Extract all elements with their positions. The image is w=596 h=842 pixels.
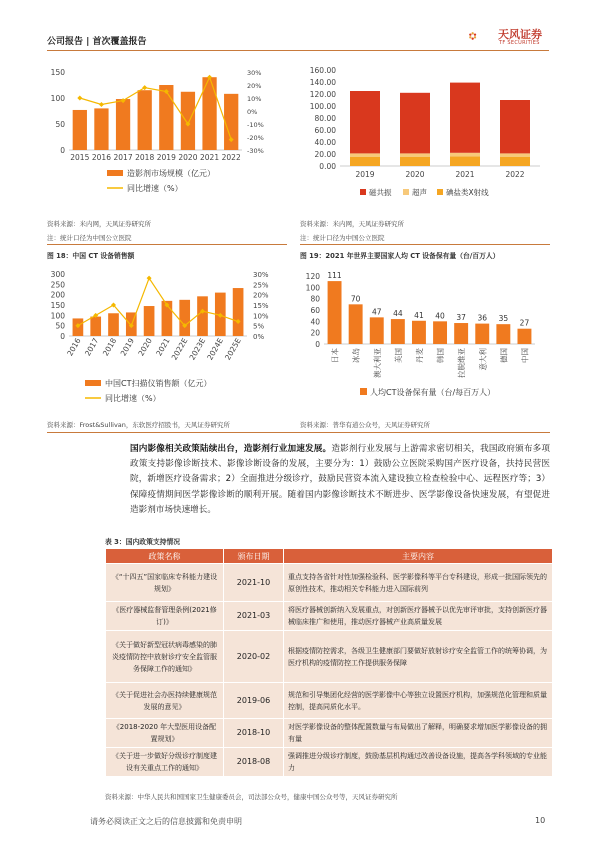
bar — [454, 323, 468, 344]
x-tick-label: 日本 — [330, 348, 340, 363]
x-tick-label: 拉脱维亚 — [457, 348, 467, 378]
y-tick-label: 20 — [310, 328, 320, 338]
y2-tick-label: 20% — [247, 82, 262, 90]
y2-tick-label: 25% — [253, 281, 269, 290]
table-row — [106, 719, 553, 748]
bar — [116, 99, 130, 150]
legend-swatch-xray — [437, 189, 443, 195]
tf-securities-logo — [468, 23, 498, 49]
x-tick-label: 冰岛 — [351, 348, 361, 363]
data-label: 35 — [498, 314, 509, 324]
y2-tick-label: 20% — [253, 291, 269, 300]
policy-content: 根据疫情防控需求，各级卫生健康部门要做好放射诊疗安全监管工作的统筹协调，为医疗机构的疫情防控工作提供服务保障 — [284, 631, 553, 683]
legend-bar-label: 中国CT扫描仪销售额（亿元） — [105, 379, 212, 388]
x-tick-label: 2020 — [405, 170, 425, 179]
policy-name: 《医疗器械监督管理条例(2021修订)》 — [106, 602, 224, 631]
y2-tick-label: 15% — [253, 302, 269, 310]
y2-tick-label: 10% — [247, 95, 262, 103]
legend-bar-label: 人均CT设备保有量（台/每百万人） — [370, 388, 496, 397]
policy-content: 重点支持各省针对性加强检验科、医学影像科等平台专科建设，形成一批国际领先的原创性技术，推动相关专科能力进入国际前列 — [284, 564, 553, 602]
policy-content: 将医疗器械创新纳入发展重点，对创新医疗器械予以优先审评审批，支持创新医疗器械临床推广和使用，推动医疗器械产业高质量发展 — [284, 602, 553, 631]
bar — [197, 296, 208, 336]
bar-segment — [500, 153, 530, 157]
table-row — [106, 748, 553, 777]
x-tick-label: 2016 — [91, 153, 111, 162]
data-label: 36 — [477, 313, 488, 323]
y2-tick-label: -30% — [247, 147, 264, 155]
header-rule — [47, 50, 549, 51]
y2-tick-label: 0% — [253, 333, 265, 341]
x-tick-label: 2017 — [113, 153, 133, 162]
fig18-top-rule — [47, 244, 287, 245]
bar — [328, 281, 342, 344]
table-header-date: 颁布日期 — [224, 549, 284, 564]
policy-name: 《2018-2020 年大型医用设备配置规划》 — [106, 719, 224, 748]
table-row — [106, 602, 553, 631]
fig-right-top-source: 资料来源：米内网，天风证券研究所 — [300, 220, 404, 228]
bar — [108, 313, 119, 336]
bar-segment — [500, 157, 530, 166]
growth-line — [78, 278, 238, 326]
table-caption: 表 3：国内政策支持情况 — [105, 538, 181, 546]
y-tick-label: 0 — [315, 340, 320, 349]
legend-line-label: 同比增速（%） — [127, 184, 183, 193]
bar — [90, 317, 101, 336]
fig-right-top-note: 注：统计口径为中国公立医院 — [300, 234, 385, 242]
bar-segment — [350, 157, 380, 166]
legend-swatch-ultrasound — [403, 189, 409, 195]
bar — [517, 329, 531, 344]
x-tick-label: 2018 — [100, 336, 119, 358]
fig-left-top-source: 资料来源：米内网，天风证券研究所 — [47, 220, 151, 228]
data-label: 37 — [456, 313, 466, 323]
policy-content: 强调推进分级诊疗制度，鼓励基层机构通过改善设备设施，提高各学科领域的专业能力 — [284, 748, 553, 777]
policy-content: 对医学影像设备的整体配置数量与布局做出了解释，明确要求增加医学影像设备的拥有量 — [284, 719, 553, 748]
contrast-by-type-chart — [300, 62, 550, 202]
body-paragraph — [130, 442, 550, 518]
x-tick-label: 德国 — [499, 348, 509, 363]
bar — [412, 321, 426, 344]
policy-date: 2018-08 — [224, 748, 284, 777]
bar-segment — [450, 153, 480, 157]
legend-label-ultrasound: 超声 — [412, 188, 427, 197]
bar — [94, 108, 108, 150]
x-tick-label: 2022 — [221, 153, 241, 162]
y-tick-label: 0 — [60, 146, 65, 155]
x-tick-label: 2019 — [355, 170, 375, 179]
bar — [496, 324, 510, 344]
charts-bottom-rule — [47, 432, 550, 433]
x-tick-label: 2021 — [455, 170, 475, 179]
bar — [159, 85, 173, 150]
x-tick-label: 2015 — [70, 153, 90, 162]
y-tick-label: 100 — [305, 283, 320, 293]
bar — [433, 321, 447, 344]
y-tick-label: 150 — [50, 68, 65, 77]
data-label: 40 — [435, 311, 445, 321]
bar — [349, 304, 363, 344]
y-tick-label: 40.00 — [314, 138, 336, 147]
policy-date: 2018-10 — [224, 719, 284, 748]
bar-segment — [450, 156, 480, 166]
y-tick-label: 100.00 — [309, 102, 336, 111]
fig19-source: 资料来源：普华有道公众号，天风证券研究所 — [300, 421, 430, 429]
ct-per-million-chart — [300, 264, 550, 409]
y-tick-label: 60 — [310, 306, 320, 315]
y-tick-label: 0.00 — [319, 162, 336, 171]
policy-date: 2021-03 — [224, 602, 284, 631]
paragraph-body: 造影剂行业发展与上游需求密切相关，我国政府颁布多项政策支持影像诊断技术、影像诊断设备的发展，主要分为：1）鼓励公立医院采购国产医疗设备，扶持民营医院，新增医疗设备需求；2）全面推进分级诊疗，鼓励民营资本流入建设独立检查检验中心、远程医疗等；3）保障疫情期间医学影像诊断的顺利开展。随着国内影像诊断技术不断进步、医学影像设备快速发展，有望促进造影剂市场快速增长。 — [130, 444, 550, 515]
fig18-source: 资料来源：Frost&Sullivan，东软医疗招股书，天风证券研究所 — [47, 421, 230, 429]
y-tick-label: 100 — [50, 311, 65, 321]
y2-tick-label: 5% — [253, 322, 265, 331]
policy-name: 《关于做好新型冠状病毒感染的肺炎疫情防控中放射诊疗安全监管服务保障工作的通知》 — [106, 631, 224, 683]
x-tick-label: 丹麦 — [414, 348, 424, 363]
y2-tick-label: 30% — [247, 69, 262, 77]
policy-content: 规范和引导集团化经营的医学影像中心等独立设置医疗机构，加强规范化管理和质量控制，提高同质化水平。 — [284, 683, 553, 719]
x-tick-label: 2022 — [505, 170, 525, 179]
legend-label-xray: 碘盐类X射线 — [446, 188, 489, 197]
bar — [144, 306, 155, 336]
y-tick-label: 80.00 — [314, 114, 336, 123]
x-tick-label: 2017 — [83, 336, 101, 358]
y-tick-label: 60.00 — [314, 126, 336, 135]
data-label: 70 — [350, 294, 361, 304]
legend-line-label: 同比增速（%） — [105, 394, 161, 403]
legend-swatch-mri — [360, 189, 366, 195]
x-tick-label: 中国 — [520, 348, 530, 363]
table-header-name: 政策名称 — [106, 549, 224, 564]
x-tick-label: 2019 — [156, 153, 176, 162]
legend-label-mri: 磁共振 — [369, 188, 392, 197]
growth-point — [99, 102, 104, 107]
x-tick-label: 2022E — [169, 336, 190, 362]
x-tick-label: 2020 — [178, 153, 198, 162]
x-tick-label: 澳大利亚 — [372, 348, 382, 378]
y-tick-label: 40 — [310, 317, 320, 327]
x-tick-label: 2021 — [154, 336, 172, 358]
y-tick-label: 200 — [50, 290, 65, 300]
y-tick-label: 120 — [305, 272, 320, 281]
policy-date: 2021-10 — [224, 564, 284, 602]
fig18-title: 图 18：中国 CT 设备销售额 — [47, 252, 135, 260]
table-row — [106, 631, 553, 683]
y2-tick-label: -10% — [247, 121, 264, 129]
y-tick-label: 120.00 — [309, 90, 336, 99]
x-tick-label: 韩国 — [436, 348, 446, 363]
y-tick-label: 300 — [50, 270, 65, 279]
logo-text-cn: 天风证券 — [498, 28, 542, 41]
x-tick-label: 2025E — [223, 336, 243, 362]
fig19-title: 图 19：2021 年世界主要国家人均 CT 设备保有量（台/百万人） — [300, 252, 500, 260]
y-tick-label: 250 — [50, 280, 65, 290]
x-tick-label: 意大利 — [478, 348, 488, 371]
y2-tick-label: 10% — [253, 312, 269, 321]
x-tick-label: 2024E — [205, 336, 226, 362]
data-label: 44 — [393, 309, 403, 319]
footer-disclaimer: 请务必阅读正文之后的信息披露和免责申明 — [90, 817, 242, 826]
bar-segment — [350, 153, 380, 157]
flower-logo-icon — [469, 32, 476, 40]
bar-segment — [500, 100, 530, 153]
policy-name: 《“十四五”国家临床专科能力建设规划》 — [106, 564, 224, 602]
bar — [391, 319, 405, 344]
growth-point — [77, 96, 82, 101]
y-tick-label: 0 — [60, 332, 65, 341]
page-number: 10 — [535, 816, 546, 825]
bar — [138, 90, 152, 150]
y-tick-label: 20.00 — [314, 150, 336, 159]
fig19-top-rule — [300, 244, 550, 245]
policy-date: 2019-06 — [224, 683, 284, 719]
policy-name: 《关于促进社会办医持续健康规范发展的意见》 — [106, 683, 224, 719]
data-label: 27 — [519, 318, 530, 328]
bar-segment — [350, 91, 380, 153]
data-label: 41 — [414, 310, 424, 320]
x-tick-label: 2018 — [135, 153, 155, 162]
bar-segment — [450, 83, 480, 153]
x-tick-label: 美国 — [393, 348, 403, 363]
table-header-row — [106, 549, 553, 564]
bar-segment — [400, 157, 430, 166]
y-tick-label: 50 — [55, 321, 65, 331]
policy-table — [105, 548, 553, 777]
y-tick-label: 150 — [50, 301, 65, 310]
ct-sales-chart — [47, 264, 287, 409]
x-tick-label: 2023E — [187, 336, 208, 362]
bar — [179, 300, 190, 336]
y-tick-label: 140.00 — [309, 78, 336, 87]
bar-segment — [400, 93, 430, 154]
y-tick-label: 160.00 — [309, 66, 336, 75]
legend-bar-label: 造影剂市场规模（亿元） — [127, 169, 215, 178]
y2-tick-label: -20% — [247, 134, 264, 142]
y-tick-label: 80 — [310, 294, 320, 304]
table-source: 资料来源：中华人民共和国国家卫生健康委员会，司法部公众号，健康中国公众号等，天风证券研究所 — [105, 793, 398, 801]
y-tick-label: 50 — [55, 120, 65, 129]
table-row — [106, 564, 553, 602]
x-tick-label: 2016 — [65, 336, 83, 358]
paragraph-lead: 国内影像相关政策陆续出台，造影剂行业加速发展。 — [130, 444, 332, 454]
table-header-content: 主要内容 — [284, 549, 553, 564]
x-tick-label: 2020 — [136, 336, 154, 358]
y2-tick-label: 0% — [247, 108, 258, 116]
bar — [370, 317, 384, 344]
legend-bar-swatch — [85, 380, 101, 386]
policy-name: 《关于进一步做好分级诊疗制度建设有关重点工作的通知》 — [106, 748, 224, 777]
bar — [475, 324, 489, 344]
bar — [233, 288, 244, 336]
report-header-title: 公司报告 | 首次覆盖报告 — [47, 37, 147, 47]
legend-bar-swatch — [107, 170, 123, 176]
x-tick-label: 2021 — [200, 153, 220, 162]
data-label: 47 — [371, 307, 382, 317]
fig-left-top-note: 注：统计口径为中国公立医院 — [47, 234, 132, 242]
logo-text-en: TF SECURITIES — [499, 40, 540, 46]
legend-bar-swatch — [360, 388, 367, 395]
x-tick-label: 2019 — [118, 336, 137, 358]
bar — [181, 92, 195, 150]
bar-segment — [400, 153, 430, 157]
y-tick-label: 100 — [50, 94, 65, 103]
bar — [73, 110, 87, 150]
y2-tick-label: 30% — [253, 271, 269, 279]
table-row — [106, 683, 553, 719]
policy-date: 2020-02 — [224, 631, 284, 683]
contrast-agent-market-chart — [47, 62, 287, 202]
data-label: 111 — [327, 271, 342, 281]
